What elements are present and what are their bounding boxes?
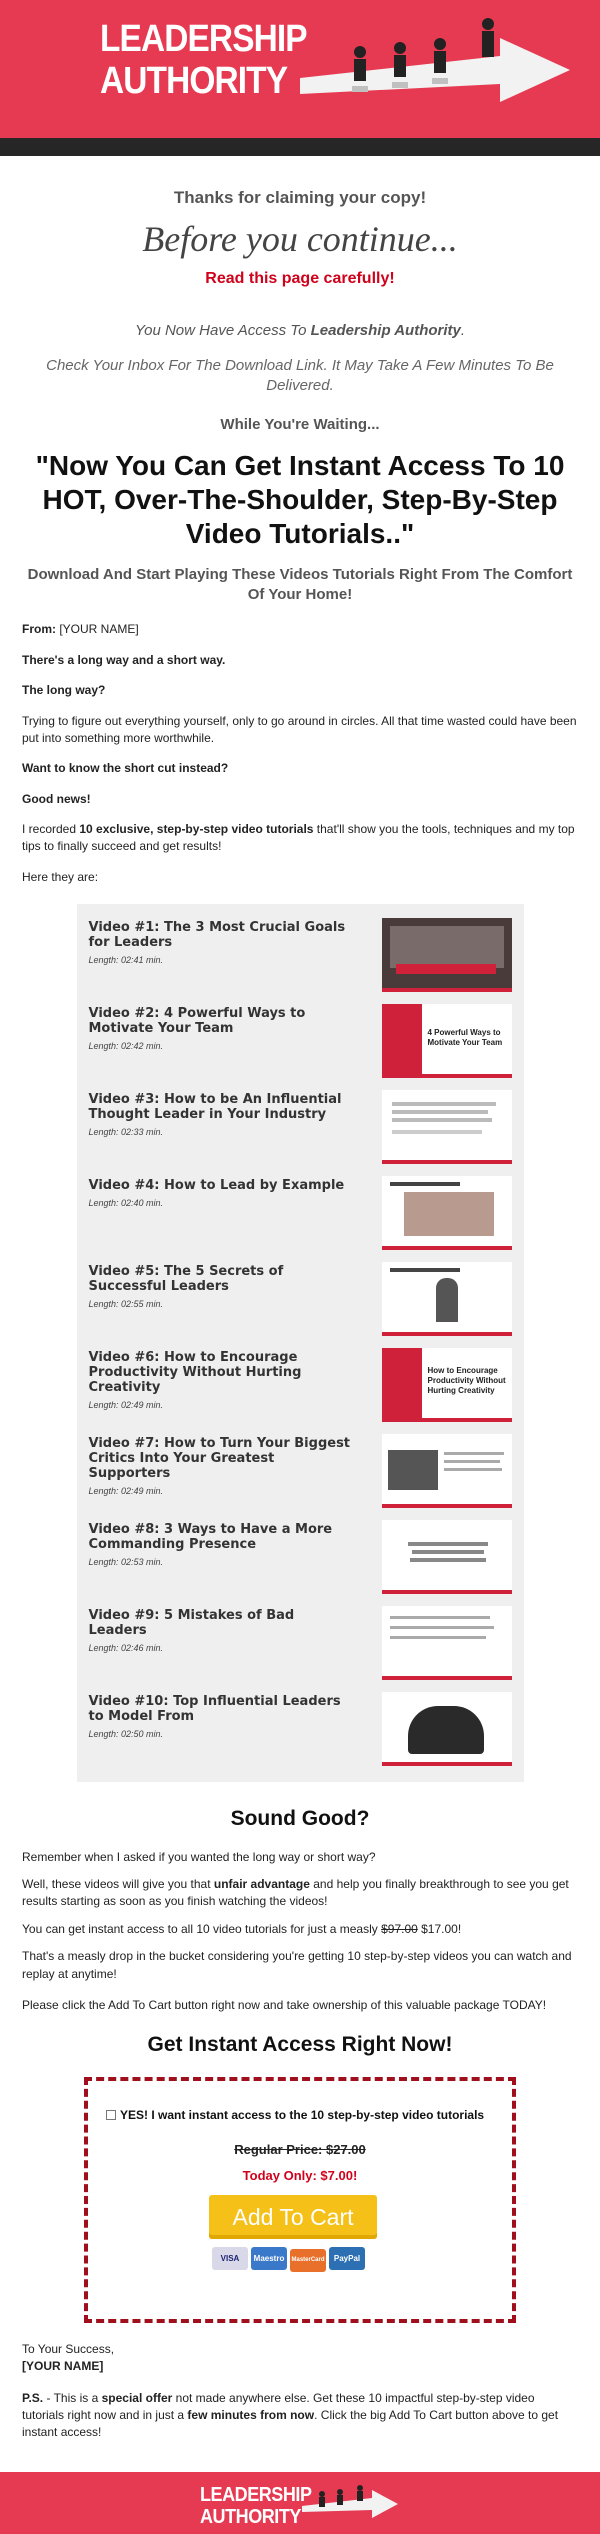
video-length: Length: 02:55 min. <box>88 1299 164 1310</box>
video-item <box>89 1256 512 1342</box>
paragraph: Want to know the short cut instead? <box>22 761 229 776</box>
today-price: Today Only: $7.00! <box>242 2167 358 2183</box>
video-length: Length: 02:46 min. <box>88 1643 164 1654</box>
video-thumbnail <box>382 1434 512 1508</box>
read-carefully: Read this page carefully! <box>205 269 395 287</box>
video-length: Length: 02:49 min. <box>88 1486 164 1497</box>
video-length: Length: 02:41 min. <box>88 955 164 966</box>
postscript: P.S. - This is a special offer not made anywhere else. Get these 10 impactful step-by-step video tutorials right now and in just a few minutes from now. Click the big Add To Cart button above to get instant access! <box>22 2390 559 2440</box>
paragraph: I recorded 10 exclusive, step-by-step video tutorials that'll show you the tools, techniques and my top tips to finally succeed and get results! <box>22 822 575 854</box>
order-box <box>84 2077 516 2323</box>
video-item <box>89 998 512 1084</box>
video-length: Length: 02:42 min. <box>88 1041 164 1052</box>
footer-arrow-illustration <box>302 2480 402 2526</box>
leaders-arrow-illustration <box>300 8 590 136</box>
closing <box>22 2341 578 2442</box>
from-line: From: [YOUR NAME] <box>22 622 139 637</box>
video-thumbnail: How to Encourage Productivity Without Hurting Creativity <box>382 1348 512 1422</box>
paragraph: You can get instant access to all 10 video tutorials for just a measly $97.00 $17.00! <box>22 1921 462 1936</box>
main-headline: "Now You Can Get Instant Access To 10 HOT, Over-The-Shoulder, Step-By-Step Video Tutorials.." <box>35 450 565 550</box>
video-item <box>89 1514 512 1600</box>
video-item <box>89 912 512 998</box>
video-item <box>89 1084 512 1170</box>
payment-cards <box>212 2247 368 2271</box>
waiting-heading: While You're Waiting... <box>220 415 380 433</box>
sound-good-heading: Sound Good? <box>230 1807 370 1831</box>
video-length: Length: 02:49 min. <box>88 1400 164 1411</box>
agree-checkbox[interactable]: YES! I want instant access to the 10 step-by-step video tutorials <box>106 2107 484 2124</box>
video-length: Length: 02:53 min. <box>88 1557 164 1568</box>
video-title: Video #6: How to Encourage Productivity Without Hurting Creativity <box>88 1350 302 1396</box>
video-length: Length: 02:33 min. <box>88 1127 164 1138</box>
video-thumbnail <box>382 1520 512 1594</box>
header-banner <box>0 0 600 138</box>
signoff: To Your Success, <box>22 2341 115 2356</box>
video-thumbnail <box>382 918 512 992</box>
thanks-heading: Thanks for claiming your copy! <box>173 188 427 207</box>
video-title: Video #10: Top Influential Leaders to Model From <box>88 1694 341 1725</box>
video-title: Video #5: The 5 Secrets of Successful Leaders <box>88 1264 284 1295</box>
offer-copy <box>22 1849 578 2015</box>
paragraph: Good news! <box>22 791 91 806</box>
video-list <box>77 904 524 1782</box>
footer-logo: LEADERSHIP AUTHORITY <box>200 2483 312 2528</box>
video-title: Video #4: How to Lead by Example <box>88 1178 345 1194</box>
mastercard-icon: MasterCard <box>290 2249 326 2272</box>
paragraph: Remember when I asked if you wanted the long way or short way? <box>22 1849 376 1864</box>
paragraph: Trying to figure out everything yourself, only to go around in circles. All that time wasted could have been put into something more worthwhile. <box>22 713 577 745</box>
video-item <box>89 1170 512 1256</box>
video-item <box>89 1428 512 1514</box>
header-strip <box>0 138 600 156</box>
video-thumbnail <box>382 1692 512 1766</box>
footer-banner <box>0 2472 600 2534</box>
video-thumbnail <box>382 1606 512 1680</box>
sales-letter <box>22 621 578 886</box>
buy-heading: Get Instant Access Right Now! <box>147 2033 453 2057</box>
regular-price: Regular Price: $27.00 <box>234 2141 366 2157</box>
paragraph: The long way? <box>22 683 106 698</box>
inbox-notice: Check Your Inbox For The Download Link. It May Take A Few Minutes To Be Delivered. <box>46 356 554 394</box>
video-item <box>89 1686 512 1772</box>
video-title: Video #2: 4 Powerful Ways to Motivate Your Team <box>88 1006 306 1037</box>
video-thumbnail: 4 Powerful Ways to Motivate Your Team <box>382 1004 512 1078</box>
add-to-cart-button[interactable]: Add To Cart <box>209 2195 377 2239</box>
video-thumbnail <box>382 1176 512 1250</box>
video-thumbnail <box>382 1262 512 1336</box>
paragraph: There's a long way and a short way. <box>22 652 226 667</box>
paragraph: Here they are: <box>22 869 99 884</box>
logo: LEADERSHIP AUTHORITY <box>100 18 307 102</box>
video-item <box>89 1600 512 1686</box>
maestro-icon: Maestro <box>251 2247 287 2270</box>
video-title: Video #7: How to Turn Your Biggest Critics Into Your Greatest Supporters <box>88 1436 351 1482</box>
video-thumbnail <box>382 1090 512 1164</box>
video-title: Video #3: How to be An Influential Thought Leader in Your Industry <box>88 1092 342 1123</box>
paragraph: That's a measly drop in the bucket considering you're getting 10 step-by-step videos you can watch and replay at anytime! <box>22 1949 572 1981</box>
paragraph: Well, these videos will give you that unfair advantage and help you finally breakthrough to see you get results starting as soon as you finish watching the videos! <box>22 1877 569 1909</box>
subheadline: Download And Start Playing These Videos Tutorials Right From The Comfort Of Your Home! <box>27 566 573 604</box>
paypal-icon: PayPal <box>329 2247 365 2270</box>
video-item <box>89 1342 512 1428</box>
video-title: Video #1: The 3 Most Crucial Goals for Leaders <box>88 920 346 951</box>
access-line: You Now Have Access To Leadership Authority. <box>134 321 466 339</box>
video-title: Video #9: 5 Mistakes of Bad Leaders <box>88 1608 295 1639</box>
checkbox-icon[interactable] <box>106 2110 116 2120</box>
paragraph: Please click the Add To Cart button right now and take ownership of this valuable package TODAY! <box>22 1998 547 2013</box>
before-heading: Before you continue... <box>142 218 458 259</box>
video-length: Length: 02:40 min. <box>88 1198 164 1209</box>
signature-name: [YOUR NAME] <box>22 2359 104 2374</box>
visa-icon: VISA <box>212 2247 248 2270</box>
video-title: Video #8: 3 Ways to Have a More Commanding Presence <box>88 1522 333 1553</box>
video-length: Length: 02:50 min. <box>88 1729 164 1740</box>
